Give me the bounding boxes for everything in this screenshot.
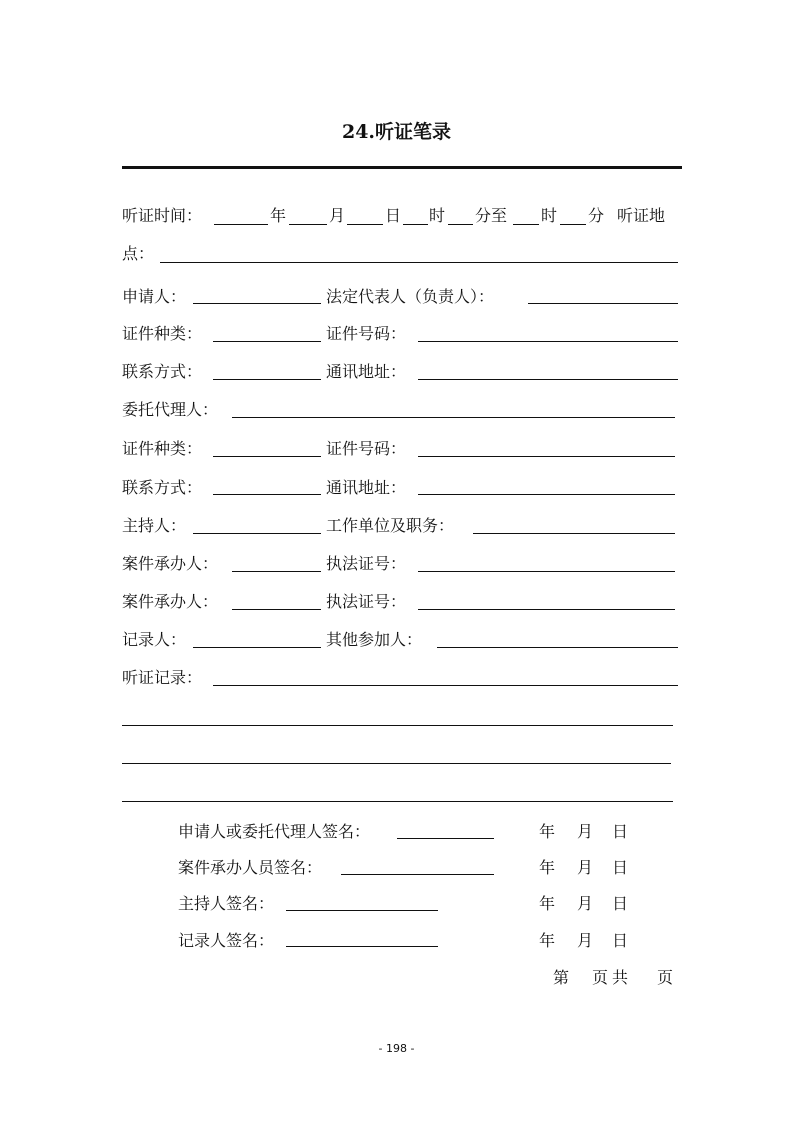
case-officer1-label: 案件承办人： — [122, 554, 219, 573]
signature-field[interactable] — [286, 946, 438, 947]
case-officer2-label: 案件承办人： — [122, 592, 219, 611]
recorder-field[interactable] — [193, 647, 321, 648]
signature-month-unit: 月 — [577, 894, 594, 913]
legal-rep-field[interactable] — [528, 303, 678, 304]
day-field[interactable] — [347, 224, 383, 225]
case-officer1-field[interactable] — [232, 571, 321, 572]
page-counter-middle: 页共 — [592, 968, 633, 987]
hearing-place-label-part1: 听证地 — [617, 206, 666, 225]
page-counter-suffix: 页 — [657, 968, 674, 987]
signature-year-unit: 年 — [539, 931, 556, 950]
page-title: 24.听证笔录 — [341, 121, 452, 143]
contact-label: 联系方式： — [122, 362, 203, 381]
hour2-unit: 时 — [541, 206, 558, 225]
minute2-unit: 分 — [588, 206, 605, 225]
id-number-field[interactable] — [418, 341, 678, 342]
signature-month-unit: 月 — [577, 858, 594, 877]
agent-field[interactable] — [232, 417, 675, 418]
law-cert1-field[interactable] — [418, 571, 675, 572]
minute2-field[interactable] — [560, 224, 586, 225]
minute-to-unit: 分至 — [475, 206, 508, 225]
signature-day-unit: 日 — [612, 822, 629, 841]
id-type2-field[interactable] — [213, 456, 321, 457]
signature-label: 主持人签名： — [178, 894, 275, 913]
hearing-record-line[interactable] — [122, 725, 673, 726]
month-field[interactable] — [289, 224, 327, 225]
contact2-label: 联系方式： — [122, 478, 203, 497]
hearing-place-label-part2: 点： — [122, 244, 155, 263]
hour-unit: 时 — [429, 206, 446, 225]
signature-day-unit: 日 — [612, 858, 629, 877]
month-unit: 月 — [329, 206, 346, 225]
work-unit-field[interactable] — [473, 533, 675, 534]
signature-label: 案件承办人员签名： — [178, 858, 323, 877]
address-field[interactable] — [418, 379, 678, 380]
hearing-record-line[interactable] — [122, 763, 671, 764]
signature-year-unit: 年 — [539, 894, 556, 913]
address-label: 通讯地址： — [326, 362, 407, 381]
hour2-field[interactable] — [513, 224, 539, 225]
host-label: 主持人： — [122, 516, 187, 535]
legal-rep-label: 法定代表人（负责人）： — [326, 287, 495, 306]
hearing-place-field[interactable] — [160, 262, 678, 263]
minute-field[interactable] — [448, 224, 473, 225]
signature-day-unit: 日 — [612, 931, 629, 950]
hour-field[interactable] — [403, 224, 428, 225]
law-cert2-label: 执法证号： — [326, 592, 407, 611]
id-number-label: 证件号码： — [326, 324, 407, 343]
page-number: - 198 - — [378, 1042, 415, 1055]
address2-field[interactable] — [418, 494, 675, 495]
contact-field[interactable] — [213, 379, 321, 380]
id-type-field[interactable] — [213, 341, 321, 342]
year-unit: 年 — [270, 206, 287, 225]
day-unit: 日 — [385, 206, 402, 225]
case-officer2-field[interactable] — [232, 609, 321, 610]
page-counter-prefix: 第 — [553, 968, 570, 987]
title-rule — [122, 166, 682, 169]
signature-field[interactable] — [286, 910, 438, 911]
hearing-record-field[interactable] — [213, 685, 678, 686]
contact2-field[interactable] — [213, 494, 321, 495]
signature-field[interactable] — [341, 874, 494, 875]
signature-field[interactable] — [397, 838, 494, 839]
agent-label: 委托代理人： — [122, 400, 219, 419]
address2-label: 通讯地址： — [326, 478, 407, 497]
signature-day-unit: 日 — [612, 894, 629, 913]
signature-year-unit: 年 — [539, 822, 556, 841]
host-field[interactable] — [193, 533, 321, 534]
hearing-time-label: 听证时间： — [122, 206, 203, 225]
other-participants-label: 其他参加人： — [326, 630, 423, 649]
signature-month-unit: 月 — [577, 931, 594, 950]
hearing-record-line[interactable] — [122, 801, 673, 802]
id-number2-field[interactable] — [418, 456, 675, 457]
signature-label: 记录人签名： — [178, 931, 275, 950]
law-cert1-label: 执法证号： — [326, 554, 407, 573]
id-number2-label: 证件号码： — [326, 439, 407, 458]
signature-label: 申请人或委托代理人签名： — [178, 822, 371, 841]
applicant-field[interactable] — [193, 303, 321, 304]
hearing-record-label: 听证记录： — [122, 668, 203, 687]
id-type-label: 证件种类： — [122, 324, 203, 343]
law-cert2-field[interactable] — [418, 609, 675, 610]
applicant-label: 申请人： — [122, 287, 187, 306]
year-field[interactable] — [214, 224, 268, 225]
signature-month-unit: 月 — [577, 822, 594, 841]
work-unit-label: 工作单位及职务： — [326, 516, 455, 535]
signature-year-unit: 年 — [539, 858, 556, 877]
other-participants-field[interactable] — [437, 647, 678, 648]
id-type2-label: 证件种类： — [122, 439, 203, 458]
recorder-label: 记录人： — [122, 630, 187, 649]
